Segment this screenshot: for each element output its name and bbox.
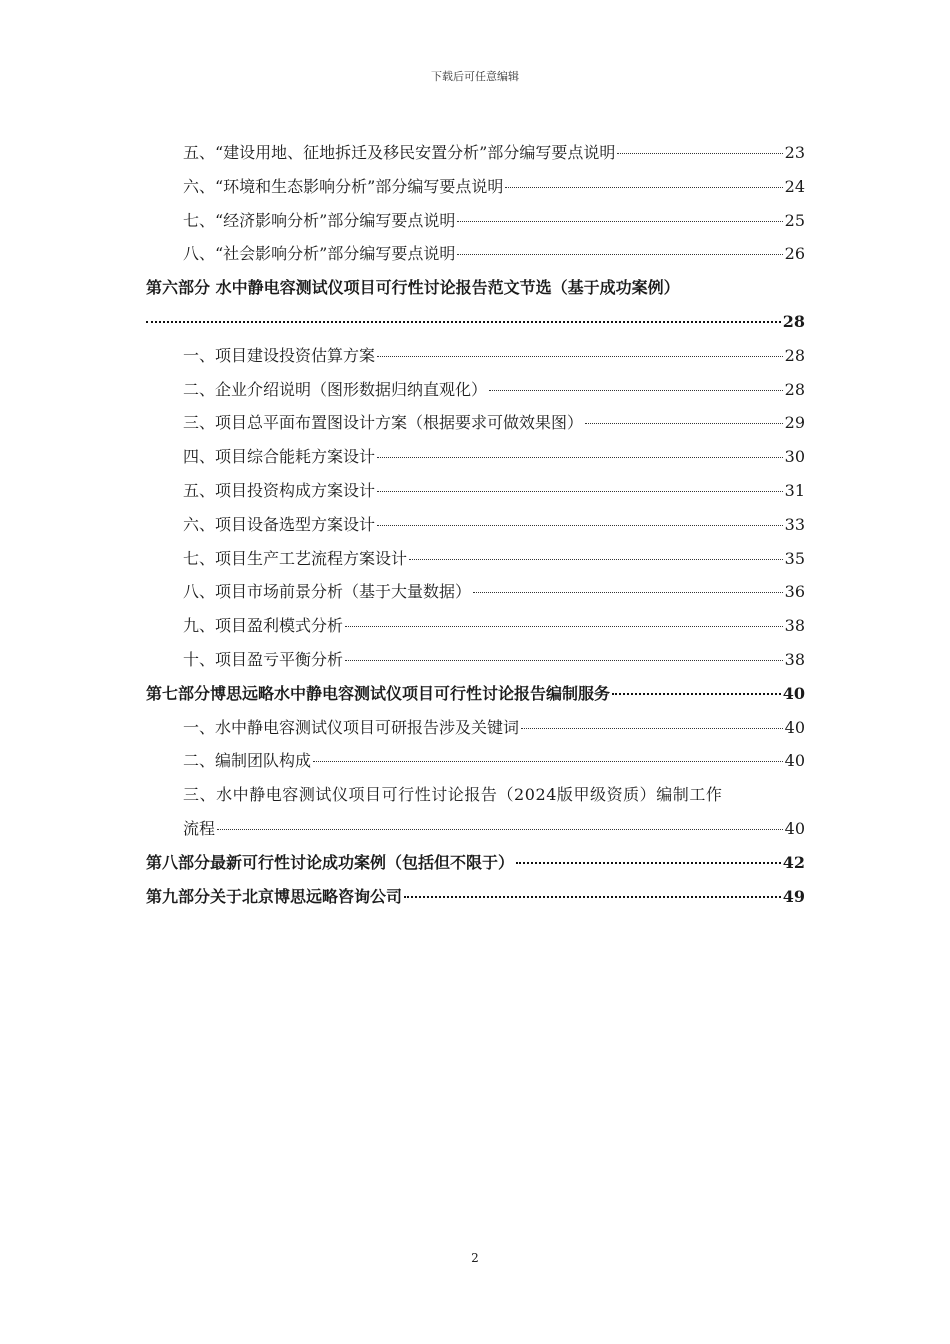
dot-leader (585, 423, 783, 424)
toc-entry-page: 26 (784, 244, 805, 264)
table-of-contents (146, 136, 805, 913)
dot-leader (612, 693, 781, 695)
toc-section-heading[interactable] (146, 271, 805, 305)
dot-leader (457, 221, 782, 222)
toc-entry-title: 五、项目投资构成方案设计 (183, 480, 376, 500)
dot-leader (457, 254, 782, 255)
toc-section-heading[interactable] (146, 677, 805, 711)
dot-leader (217, 829, 783, 830)
toc-entry-title: 一、项目建设投资估算方案 (183, 345, 376, 365)
toc-section-heading[interactable] (146, 846, 805, 880)
dot-leader (345, 626, 783, 627)
toc-entry-page: 25 (784, 210, 805, 230)
toc-entry-page: 28 (784, 345, 805, 365)
toc-entry-title-continued: 流程 (183, 818, 216, 838)
toc-section-title: 第六部分 水中静电容测试仪项目可行性讨论报告范文节选（基于成功案例） (146, 278, 680, 298)
toc-section-heading[interactable] (146, 880, 805, 914)
toc-entry-title: 五、“建设用地、征地拆迁及移民安置分析”部分编写要点说明 (183, 143, 616, 162)
toc-entry-title: 八、“社会影响分析”部分编写要点说明 (183, 244, 456, 264)
toc-entry-page: 31 (784, 480, 805, 500)
toc-entry-title: 二、编制团队构成 (183, 751, 312, 771)
toc-entry[interactable] (146, 778, 805, 812)
toc-entry[interactable] (146, 474, 805, 508)
toc-entry[interactable] (146, 575, 805, 609)
toc-entry-title: 六、项目设备选型方案设计 (183, 514, 376, 534)
toc-entry-page: 30 (784, 447, 805, 467)
dot-leader (409, 559, 783, 560)
page-header: 下载后可任意编辑 (431, 70, 519, 83)
toc-entry-page: 38 (784, 649, 805, 669)
toc-entry-title: 三、项目总平面布置图设计方案（根据要求可做效果图） (183, 413, 584, 433)
toc-entry-title: 四、项目综合能耗方案设计 (183, 447, 376, 467)
toc-entry[interactable] (146, 542, 805, 576)
dot-leader (617, 153, 782, 154)
toc-entry[interactable] (146, 711, 805, 745)
toc-section-page: 40 (782, 683, 805, 703)
toc-entry-page: 38 (784, 616, 805, 636)
dot-leader (377, 491, 783, 492)
dot-leader (521, 728, 783, 729)
toc-entry-page: 28 (784, 379, 805, 399)
toc-entry-title: 三、水中静电容测试仪项目可行性讨论报告（2024版甲级资质）编制工作 (183, 785, 723, 805)
toc-entry-page: 24 (784, 176, 805, 196)
dot-leader (377, 525, 783, 526)
toc-entry[interactable] (146, 440, 805, 474)
dot-leader (313, 761, 783, 762)
toc-entry-page: 33 (784, 514, 805, 534)
toc-section-title: 第九部分关于北京博思远略咨询公司 (146, 886, 403, 906)
toc-entry-title: 七、项目生产工艺流程方案设计 (183, 548, 408, 568)
toc-entry-title: 一、水中静电容测试仪项目可研报告涉及关键词 (183, 717, 520, 737)
dot-leader (146, 321, 781, 323)
toc-entry[interactable] (146, 339, 805, 373)
toc-entry-title: 七、“经济影响分析”部分编写要点说明 (183, 210, 456, 230)
page-number: 2 (471, 1251, 479, 1265)
toc-section-heading-continued[interactable] (146, 305, 805, 339)
toc-section-page: 42 (782, 852, 805, 872)
toc-entry[interactable] (146, 406, 805, 440)
toc-entry-page: 40 (784, 751, 805, 771)
dot-leader (377, 356, 783, 357)
toc-entry-title: 六、“环境和生态影响分析”部分编写要点说明 (183, 176, 504, 196)
toc-entry[interactable] (146, 204, 805, 238)
toc-entry[interactable] (146, 373, 805, 407)
toc-entry-title: 九、项目盈利模式分析 (183, 616, 344, 636)
toc-entry-title: 八、项目市场前景分析（基于大量数据） (183, 582, 472, 602)
toc-section-title: 第八部分最新可行性讨论成功案例（包括但不限于） (146, 852, 515, 872)
toc-entry-page: 29 (784, 413, 805, 433)
toc-section-page: 49 (782, 886, 805, 906)
toc-section-title: 第七部分博思远略水中静电容测试仪项目可行性讨论报告编制服务 (146, 683, 611, 703)
toc-entry[interactable] (146, 237, 805, 271)
dot-leader (473, 592, 783, 593)
dot-leader (377, 457, 783, 458)
toc-entry-page: 36 (784, 582, 805, 602)
toc-entry-title: 二、企业介绍说明（图形数据归纳直观化） (183, 379, 488, 399)
toc-entry-page: 40 (784, 818, 805, 838)
toc-entry[interactable] (146, 170, 805, 204)
toc-entry[interactable] (146, 744, 805, 778)
dot-leader (404, 896, 781, 898)
dot-leader (505, 187, 782, 188)
toc-entry-page: 40 (784, 717, 805, 737)
dot-leader (345, 660, 783, 661)
toc-entry[interactable] (146, 136, 805, 170)
toc-entry[interactable] (146, 643, 805, 677)
toc-entry-continued[interactable] (146, 812, 805, 846)
toc-entry[interactable] (146, 508, 805, 542)
toc-entry-title: 十、项目盈亏平衡分析 (183, 649, 344, 669)
toc-entry-page: 23 (784, 143, 805, 162)
dot-leader (516, 862, 781, 864)
dot-leader (489, 390, 783, 391)
toc-entry[interactable] (146, 609, 805, 643)
toc-entry-page: 35 (784, 548, 805, 568)
toc-section-page: 28 (782, 311, 805, 331)
